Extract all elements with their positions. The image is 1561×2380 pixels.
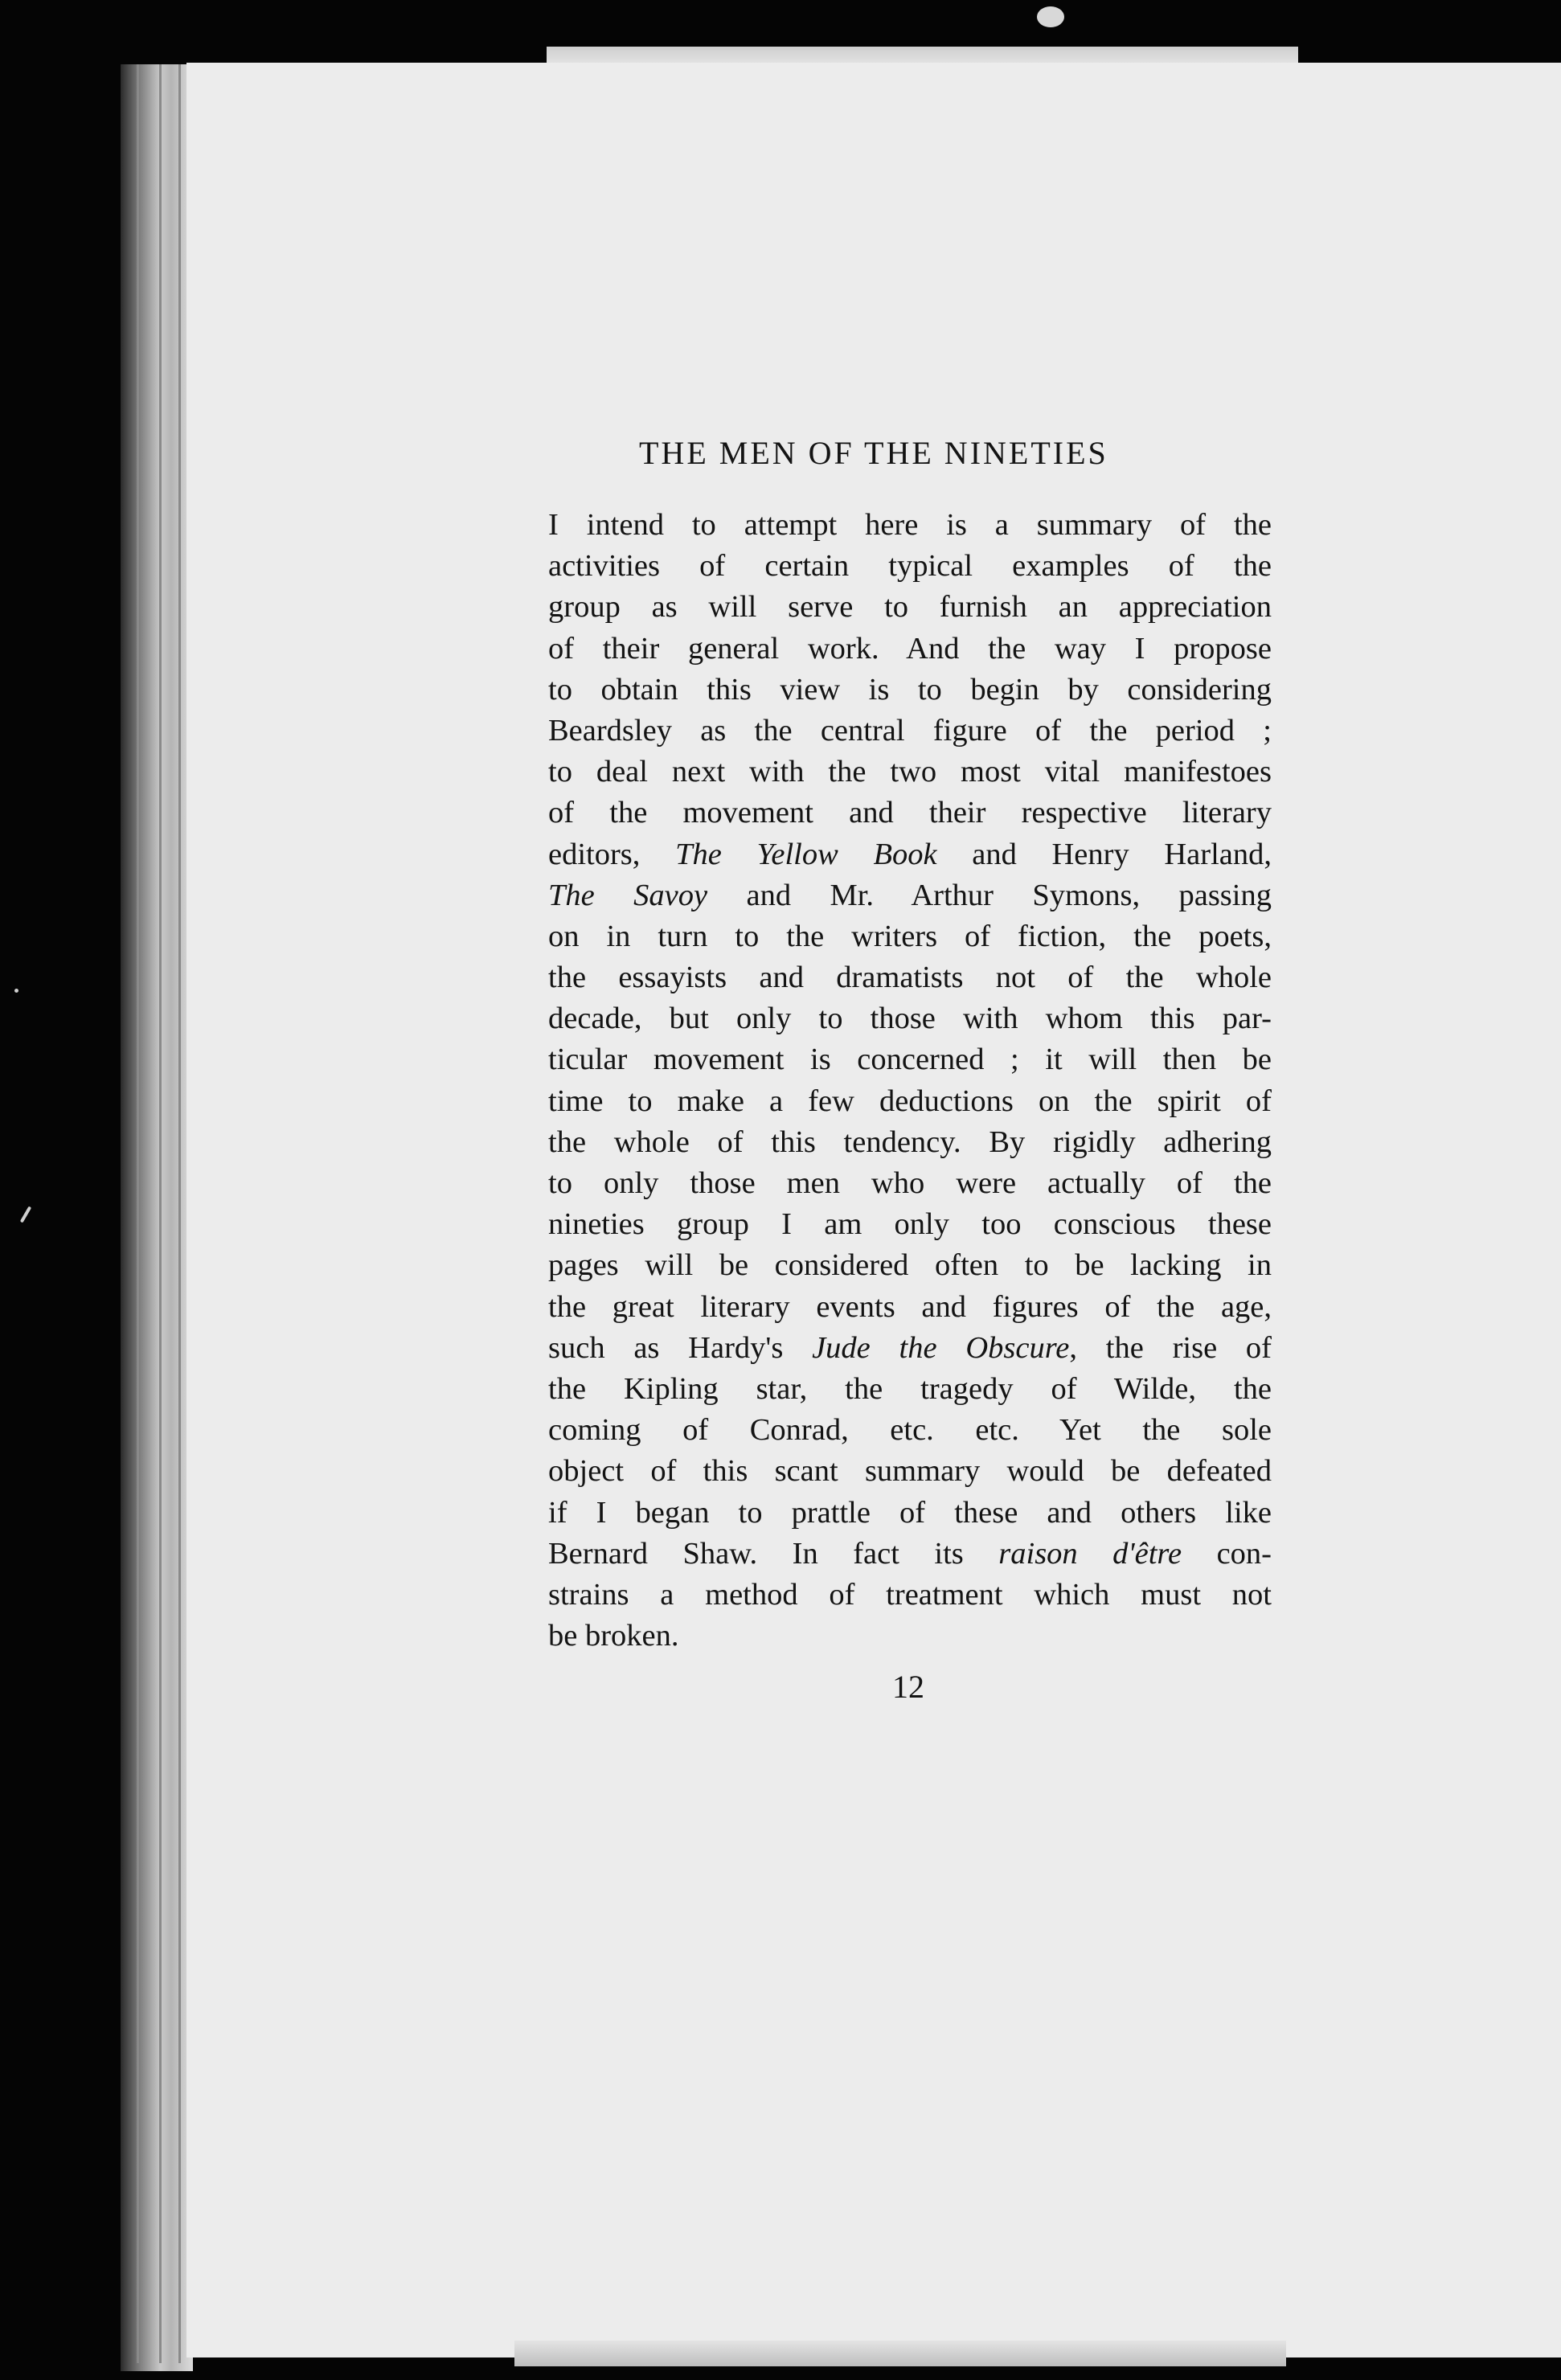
text-run: , the rise of <box>1069 1330 1272 1365</box>
text-line <box>548 505 1272 546</box>
text-run: nineties group I am only too conscious these <box>548 1207 1272 1242</box>
body-text <box>548 505 1272 1657</box>
italic-title: raison d'être <box>998 1536 1182 1571</box>
text-run: to deal next with the two most vital manifestoes <box>548 755 1272 789</box>
text-line <box>548 875 1272 916</box>
text-run: object of this scant summary would be defeated <box>548 1454 1272 1489</box>
scan-artifact-dot <box>1037 6 1064 27</box>
text-line <box>548 793 1272 834</box>
page-number: 12 <box>892 1669 924 1705</box>
text-run: of their general work. And the way I propose <box>548 631 1272 666</box>
text-run: con- <box>1182 1536 1272 1571</box>
text-run: activities of certain typical examples of the <box>548 549 1272 584</box>
text-run: editors, <box>548 837 676 871</box>
text-run: of the movement and their respective literary <box>548 796 1272 830</box>
text-line <box>548 752 1272 793</box>
text-line <box>548 834 1272 875</box>
text-run: and Henry Harland, <box>936 837 1272 871</box>
text-line <box>548 1616 1272 1657</box>
text-line <box>548 1204 1272 1245</box>
text-run: pages will be considered often to be lacking in <box>548 1248 1272 1283</box>
text-line <box>548 1410 1272 1451</box>
text-line <box>548 916 1272 957</box>
text-line <box>548 1369 1272 1410</box>
text-line <box>548 1287 1272 1328</box>
text-line <box>548 957 1272 998</box>
italic-title: Jude the Obscure <box>812 1330 1070 1365</box>
text-line <box>548 546 1272 587</box>
text-line <box>548 1451 1272 1492</box>
page-edge-line <box>137 64 139 2363</box>
text-run: I intend to attempt here is a summary of the <box>548 508 1272 542</box>
text-line <box>548 1081 1272 1122</box>
page-edge-line <box>178 64 181 2363</box>
text-run: coming of Conrad, etc. etc. Yet the sole <box>548 1413 1272 1448</box>
text-run: if I began to prattle of these and others like <box>548 1495 1272 1530</box>
text-run: to only those men who were actually of the <box>548 1166 1272 1200</box>
text-line <box>548 711 1272 752</box>
text-run: strains a method of treatment which must not <box>548 1577 1272 1612</box>
text-line <box>548 587 1272 628</box>
text-run: Beardsley as the central figure of the period ; <box>548 713 1272 748</box>
text-run: decade, but only to those with whom this par- <box>548 1002 1272 1036</box>
text-run: on in turn to the writers of fiction, the poets, <box>548 919 1272 953</box>
text-line <box>548 1328 1272 1369</box>
text-line <box>548 1122 1272 1163</box>
text-run: Bernard Shaw. In fact its <box>548 1536 999 1571</box>
text-run: group as will serve to furnish an appreciation <box>548 590 1272 625</box>
text-line <box>548 629 1272 670</box>
text-line <box>548 670 1272 711</box>
text-run: and Mr. Arthur Symons, passing <box>707 878 1272 912</box>
italic-title: The Savoy <box>548 878 708 912</box>
text-line <box>548 1245 1272 1286</box>
text-line <box>548 1575 1272 1616</box>
text-run: be broken. <box>548 1619 679 1653</box>
text-run: the Kipling star, the tragedy of Wilde, the <box>548 1371 1272 1406</box>
text-line <box>548 1534 1272 1575</box>
text-line <box>548 1493 1272 1534</box>
text-run: ticular movement is concerned ; it will then be <box>548 1043 1272 1077</box>
text-run: the great literary events and figures of the age, <box>548 1289 1272 1324</box>
stacked-page-edges <box>121 64 193 2371</box>
text-line <box>548 1039 1272 1080</box>
text-run: the essayists and dramatists not of the whole <box>548 961 1272 995</box>
text-line <box>548 1163 1272 1204</box>
running-head: THE MEN OF THE NINETIES <box>639 435 1108 471</box>
bottom-page-strip <box>514 2341 1286 2366</box>
text-line <box>548 998 1272 1039</box>
scan-speck <box>14 989 18 993</box>
italic-title: The Yellow Book <box>675 837 937 871</box>
text-run: to obtain this view is to begin by considering <box>548 672 1272 707</box>
page-edge-line <box>159 64 162 2363</box>
text-run: such as Hardy's <box>548 1330 813 1365</box>
text-run: the whole of this tendency. By rigidly adhering <box>548 1124 1272 1159</box>
text-run: time to make a few deductions on the spirit of <box>548 1083 1272 1118</box>
